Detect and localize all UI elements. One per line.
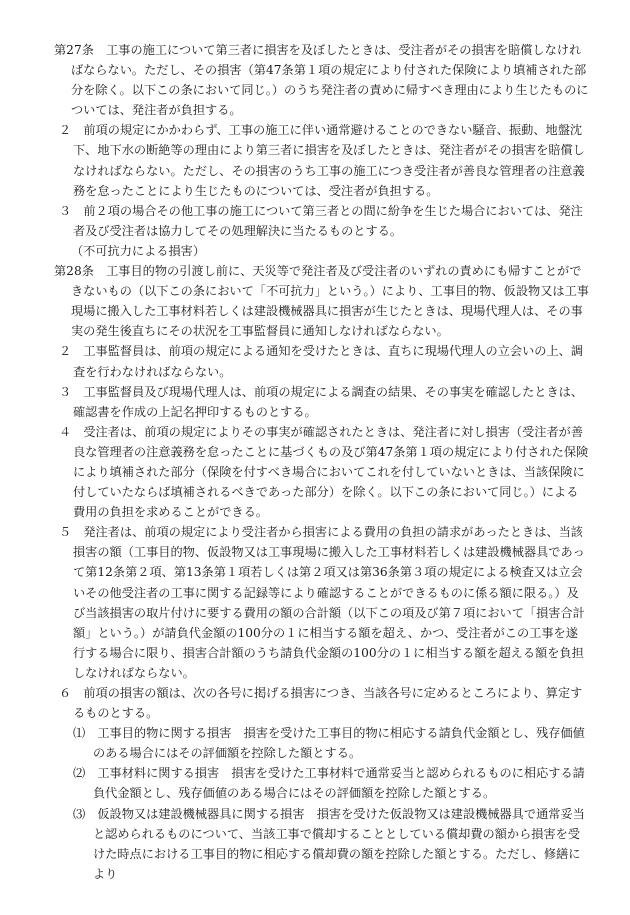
article-28-para-6-item-3: ⑶ 仮設物又は建設機械器具に関する損害 損害を受けた仮設物又は建設機械器具で通常妥当と認められるものについて、当該工事で償却することとしている償却費の額から損害を受けた時点における工事目的物に相応する償却費の額を控除した額とする。ただし、修繕により — [73, 806, 585, 881]
article-27-para-2: ２ 前項の規定にかかわらず、工事の施工に伴い通常避けることのできない騒音、振動、地盤沈下、地下水の断絶等の理由により第三者に損害を及ぼしたときは、発注者がその損害を賠償しなければならない。ただし、その損害のうち工事の施工につき受注者が善良な管理者の注意義務を怠ったことにより生じたものについては、受注者が負担する。 — [59, 123, 585, 198]
article-28: 第28条 工事目的物の引渡し前に、天災等で発注者及び受注者のいずれの責めにも帰すことができないもの（以下この条において「不可抗力」という。）により、工事目的物、仮設物又は工事現場に搬入した工事材料若しくは建設機械器具に損害が生じたときは、現場代理人は、その事実の発生後直ちにその状況を工事監督員に通知しなければならない。 — [54, 264, 589, 339]
article-28-para-6-item-2: ⑵ 工事材料に関する損害 損害を受けた工事材料で通常妥当と認められるものに相応する請負代金額とし、残存価値のある場合にはその評価額を控除した額とする。 — [73, 766, 585, 801]
article-28-caption: （不可抗力による損害） — [71, 243, 206, 258]
article-27-para-3: ３ 前２項の場合その他工事の施工について第三者との間に紛争を生じた場合においては、発注者及び受注者は協力してその処理解決に当たるものとする。 — [59, 203, 583, 238]
article-27: 第27条 工事の施工について第三者に損害を及ぼしたときは、受注者がその損害を賠償しなければならない。ただし、その損害（第47条第１項の規定により付された保険により填補された部分を除く。以下この条において同じ。）のうち発注者の責めに帰すべき理由により生じたものについては、発注者が負担する。 — [54, 43, 589, 118]
article-28-para-2: ２ 工事監督員は、前項の規定による通知を受けたときは、直ちに現場代理人の立会いの上、調査を行わなければならない。 — [59, 344, 584, 379]
article-28-para-4: ４ 受注者は、前項の規定によりその事実が確認されたときは、発注者に対し損害（受注者が善良な管理者の注意義務を怠ったことに基づくもの及び第47条第１項の規定により付された保険により填補された部分（保険を付すべき場合においてこれを付していないときは、当該保険に付していたならば填補されるべきであった部分）を除く。以下この条において同じ。）による費用の負担を求めることができる。 — [59, 424, 589, 520]
article-28-para-5: ５ 発注者は、前項の規定により受注者から損害による費用の負担の請求があったときは、当該損害の額（工事目的物、仮設物又は工事現場に搬入した工事材料若しくは建設機械器具であって第12条第２項、第13条第１項若しくは第２項又は第36条第３項の規定による検査又は立会いその他受注者の工事に関する記録等により確認することができるものに係る額に限る。）及び当該損害の取片付けに要する費用の額の合計額（以下この項及び第７項において「損害合計額」という。）が請負代金額の100分の１に相当する額を超え、かつ、受注者がこの工事を遂行する場合に限り、損害合計額のうち請負代金額の100分の１に相当する額を超える額を負担しなければならない。 — [59, 525, 585, 680]
article-28-para-6-item-1: ⑴ 工事目的物に関する損害 損害を受けた工事目的物に相応する請負代金額とし、残存価値のある場合にはその評価額を控除した額とする。 — [73, 726, 585, 761]
article-28-para-3: ３ 工事監督員及び現場代理人は、前項の規定による調査の結果、その事実を確認したときは、確認書を作成の上記名押印するものとする。 — [59, 384, 584, 419]
article-28-para-6: ６ 前項の損害の額は、次の各号に掲げる損害につき、当該各号に定めるところにより、算定するものとする。 — [59, 686, 583, 721]
